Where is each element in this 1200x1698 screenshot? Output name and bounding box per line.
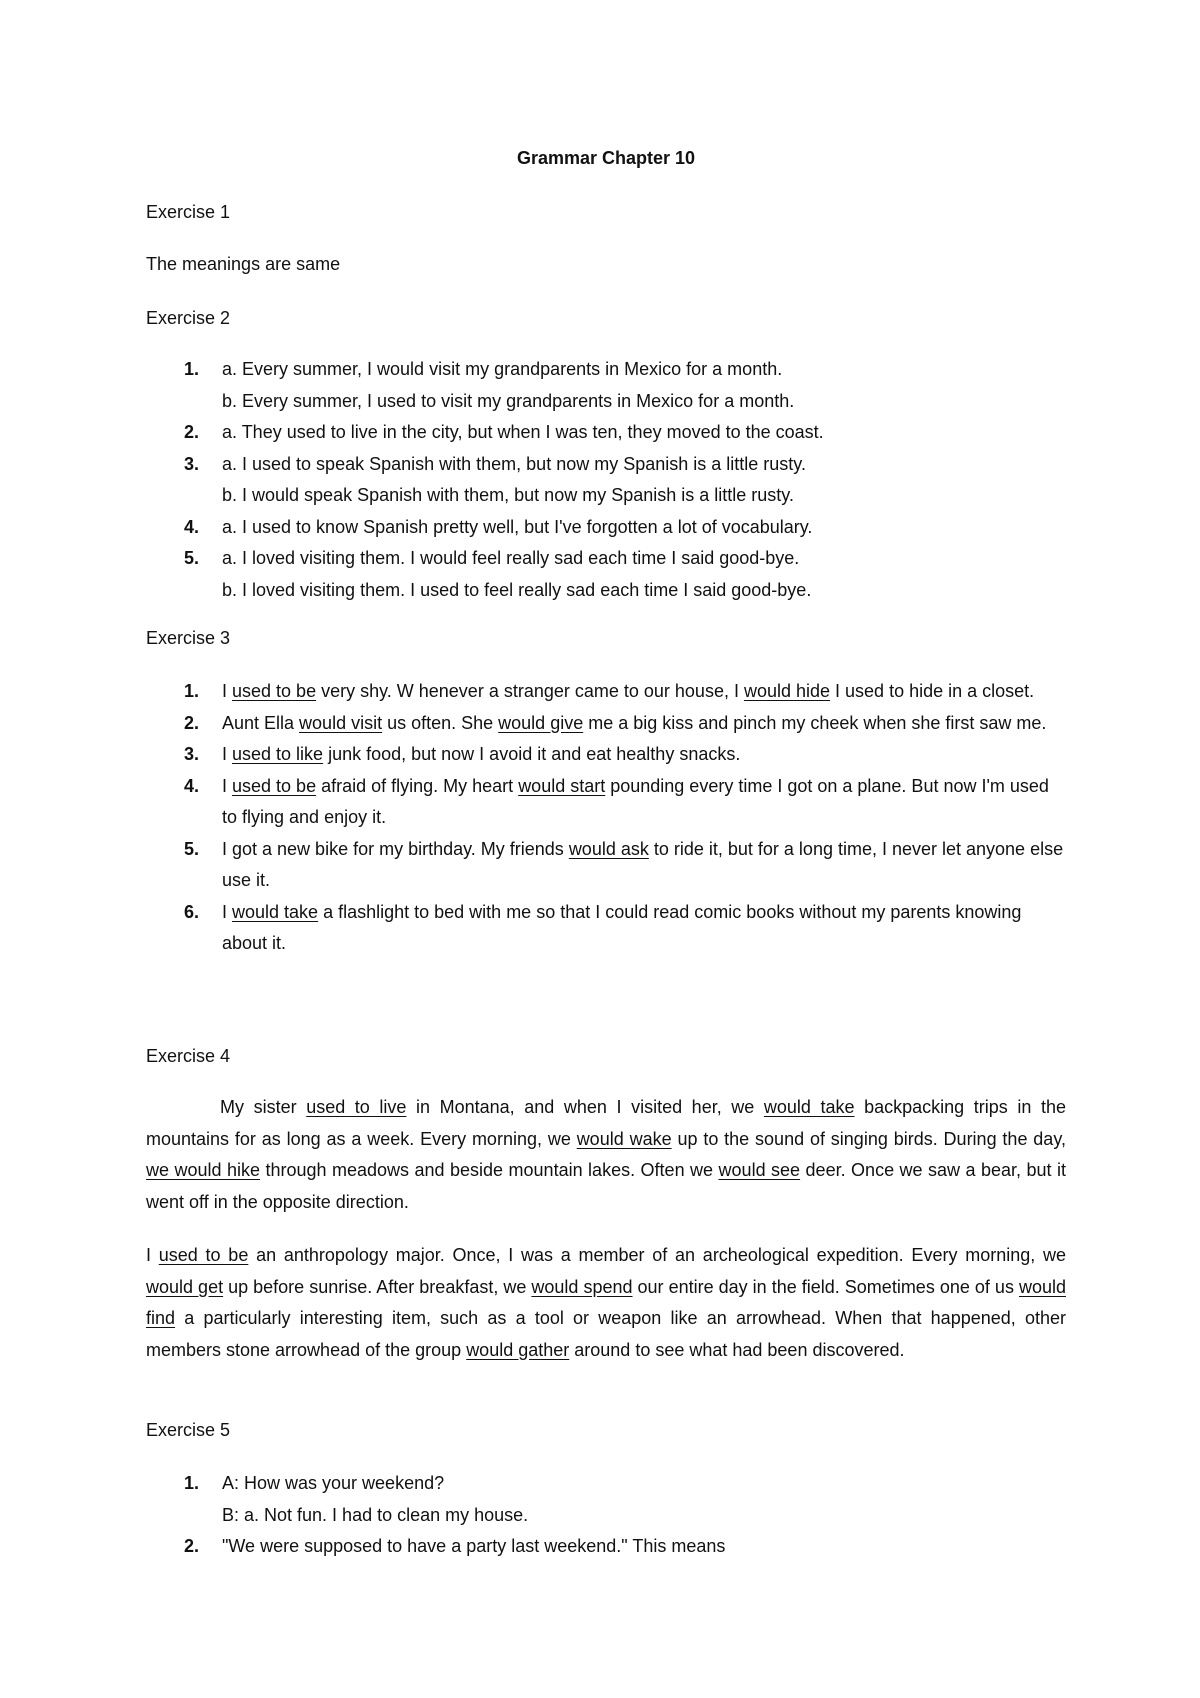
exercise-1-answer: The meanings are same xyxy=(146,254,341,274)
item-number: 1. xyxy=(184,359,200,379)
item-number: 4. xyxy=(184,775,200,796)
answer-line: b. Every summer, I used to visit my grandparents in Mexico for a month. xyxy=(222,390,795,411)
list-item: 6. I would take a flashlight to bed with me so that I could read comic books without my parents knowing about it. xyxy=(146,897,1066,960)
list-item xyxy=(146,449,1066,512)
exercise-4-paragraph-2: I used to be an anthropology major. Once, I was a member of an archeological expedition. Every morning, we would get up before sunrise. After breakfast, we would spend our entire day in the field. Sometimes one of us would find a particularly interesting item, such as a tool or weapon like an arrowhead. When that happened, other members stone arrowhead of the group would gather around to see what had been discovered. xyxy=(146,1245,1066,1360)
underlined-answer: would take xyxy=(763,1097,855,1117)
exercise-5-list xyxy=(146,1468,1066,1563)
answer-line: a. They used to live in the city, but when I was ten, they moved to the coast. xyxy=(222,422,824,442)
underlined-answer: we would hike xyxy=(146,1160,261,1180)
answer-line: a. I used to know Spanish pretty well, but I've forgotten a lot of vocabulary. xyxy=(222,516,813,537)
list-item: 3. I used to like junk food, but now I avoid it and eat healthy snacks. xyxy=(146,739,1066,771)
underlined-answer: would start xyxy=(518,775,606,796)
page-title: Grammar Chapter 10 xyxy=(516,148,696,168)
item-number: 5. xyxy=(184,838,200,859)
underlined-answer: would get xyxy=(146,1276,224,1297)
underlined-answer: used to be xyxy=(232,775,317,796)
underlined-answer: used to be xyxy=(158,1245,249,1265)
underlined-answer: would give xyxy=(498,712,584,733)
underlined-answer: used to live xyxy=(306,1097,407,1117)
exercise-2-list xyxy=(146,354,1066,606)
exercise-4-paragraph-1: My sister used to live in Montana, and when I visited her, we would take backpacking trips in the mountains for as long as a week. Every morning, we would wake up to the sound of singing birds. During the day, we would hike through meadows and beside mountain lakes. Often we would see deer. Once we saw a bear, but it went off in the opposite direction. xyxy=(146,1097,1067,1212)
exercise-2-heading: Exercise 2 xyxy=(146,308,231,328)
item-number: 6. xyxy=(184,901,200,922)
underlined-answer: would spend xyxy=(531,1276,633,1297)
item-number: 4. xyxy=(184,516,200,537)
answer-line: b. I loved visiting them. I used to feel really sad each time I said good-bye. xyxy=(222,579,812,600)
item-number: 2. xyxy=(184,422,200,442)
exercise-4-heading: Exercise 4 xyxy=(146,1046,231,1066)
underlined-answer: used to be xyxy=(232,681,317,701)
list-item xyxy=(146,354,1066,417)
underlined-answer: would hide xyxy=(743,681,831,701)
underlined-answer: would wake xyxy=(576,1128,672,1149)
underlined-answer: used to like xyxy=(232,744,324,764)
underlined-answer: would gather xyxy=(466,1339,570,1360)
list-item xyxy=(146,1468,1066,1531)
underlined-answer: would ask xyxy=(568,838,649,859)
underlined-answer: would take xyxy=(232,901,319,922)
answer-line: b. I would speak Spanish with them, but now my Spanish is a little rusty. xyxy=(222,485,794,505)
answer-line: a. I loved visiting them. I would feel really sad each time I said good-bye. xyxy=(222,548,800,568)
list-item xyxy=(146,543,1066,606)
list-item: 2. Aunt Ella would visit us often. She would give me a big kiss and pinch my cheek when she first saw me. xyxy=(146,708,1066,740)
underlined-answer: would see xyxy=(718,1160,801,1180)
answer-line: a. Every summer, I would visit my grandparents in Mexico for a month. xyxy=(222,359,783,379)
list-item xyxy=(146,417,1066,449)
item-number: 2. xyxy=(184,712,200,733)
list-item: 5. I got a new bike for my birthday. My friends would ask to ride it, but for a long time, I never let anyone else use it. xyxy=(146,834,1066,897)
answer-line: B: a. Not fun. I had to clean my house. xyxy=(222,1504,529,1525)
list-item: 4. I used to be afraid of flying. My heart would start pounding every time I got on a plane. But now I'm used to flying and enjoy it. xyxy=(146,771,1066,834)
exercise-1-heading: Exercise 1 xyxy=(146,202,231,222)
underlined-answer: would visit xyxy=(299,712,383,733)
item-number: 3. xyxy=(184,744,200,764)
exercise-5-heading: Exercise 5 xyxy=(146,1420,231,1440)
list-item: 1. I used to be very shy. W henever a stranger came to our house, I would hide I used to hide in a closet. xyxy=(146,676,1066,708)
item-number: 1. xyxy=(184,681,200,701)
item-number: 2. xyxy=(184,1536,200,1556)
answer-line: "We were supposed to have a party last weekend." This means xyxy=(222,1536,726,1556)
item-number: 5. xyxy=(184,548,200,568)
exercise-3-list xyxy=(146,676,1066,960)
item-number: 1. xyxy=(184,1473,200,1493)
item-number: 3. xyxy=(184,453,200,474)
answer-line: a. I used to speak Spanish with them, but now my Spanish is a little rusty. xyxy=(222,453,806,474)
answer-line: A: How was your weekend? xyxy=(222,1473,445,1493)
list-item xyxy=(146,512,1066,544)
exercise-3-heading: Exercise 3 xyxy=(146,628,231,648)
underlined-answer: would find xyxy=(146,1276,1066,1328)
list-item xyxy=(146,1531,1066,1563)
